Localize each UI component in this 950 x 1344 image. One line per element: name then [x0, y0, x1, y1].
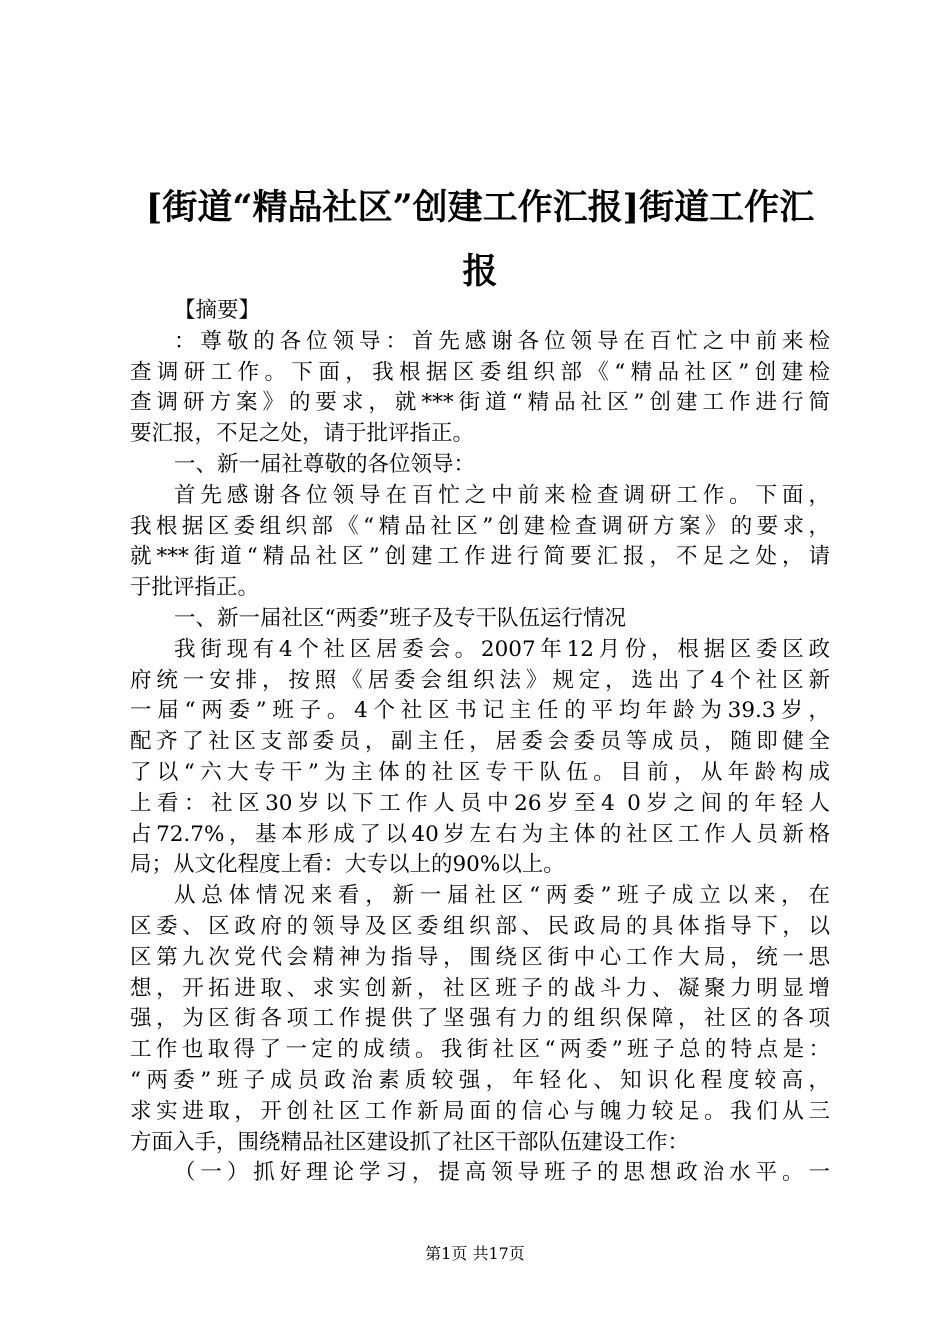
body-line: 配齐了社区支部委员，副主任，居委会委员等成员，随即健全: [130, 729, 830, 755]
body-line: 区委、区政府的领导及区委组织部、民政局的具体指导下，以: [130, 913, 830, 939]
body-line: 一、新一届社尊敬的各位领导：: [174, 451, 476, 477]
body-line: 强，为区街各项工作提供了坚强有力的组织保障，社区的各项: [130, 1006, 830, 1032]
body-line: 求实进取，开创社区工作新局面的信心与魄力较足。我们从三: [130, 1098, 830, 1124]
body-line: 就***街道“精品社区”创建工作进行简要汇报，不足之处，请: [130, 544, 830, 570]
body-line: 区第九次党代会精神为指导，围绕区街中心工作大局，统一思: [130, 944, 830, 970]
body-line: 【摘要】: [174, 298, 261, 323]
body-line: 首先感谢各位领导在百忙之中前来检查调研工作。下面，: [174, 482, 830, 508]
body-line: 要汇报，不足之处，请于批评指正。: [130, 421, 475, 447]
body-line: （一）抓好理论学习，提高领导班子的思想政治水平。一: [174, 1160, 830, 1186]
body-line: 从总体情况来看，新一届社区“两委”班子成立以来，在: [174, 883, 830, 909]
body-line: 一届“两委”班子。4个社区书记主任的平均年龄为39.3岁，: [130, 698, 830, 724]
body-line: 工作也取得了一定的成绩。我街社区“两委”班子总的特点是：: [130, 1037, 830, 1063]
body-line: 占72.7%，基本形成了以40岁左右为主体的社区工作人员新格: [130, 821, 830, 847]
body-line: 局；从文化程度上看：大专以上的90%以上。: [130, 852, 565, 878]
body-line: 查调研方案》的要求，就***街道“精品社区”创建工作进行简: [130, 390, 830, 416]
body-line: ：尊敬的各位领导：首先感谢各位领导在百忙之中前来检: [174, 328, 830, 354]
body-line: 查调研工作。下面，我根据区委组织部《“精品社区”创建检: [130, 359, 830, 385]
body-line: 上看：社区30岁以下工作人员中26岁至4 0岁之间的年轻人: [130, 790, 830, 816]
document-body: [130, 296, 830, 1189]
page-footer: 第1页 共17页: [425, 1244, 525, 1263]
body-line: 我根据区委组织部《“精品社区”创建检查调研方案》的要求，: [130, 513, 830, 539]
body-line: 一、新一届社区“两委”班子及专干队伍运行情况: [174, 605, 626, 631]
body-line: 方面入手，围绕精品社区建设抓了社区干部队伍建设工作：: [130, 1129, 690, 1155]
body-line: 我街现有4个社区居委会。2007年12月份，根据区委区政: [174, 636, 830, 662]
title-line-1: [街道“精品社区”创建工作汇报]街道工作汇: [145, 187, 815, 228]
body-line: 了以“六大专干”为主体的社区专干队伍。目前，从年龄构成: [130, 759, 830, 785]
body-line: 府统一安排，按照《居委会组织法》规定，选出了4个社区新: [130, 667, 830, 693]
body-line: 想，开拓进取、求实创新，社区班子的战斗力、凝聚力明显增: [130, 975, 830, 1001]
body-line: “两委”班子成员政治素质较强，年轻化、知识化程度较高，: [130, 1067, 830, 1093]
document-title: [100, 176, 860, 304]
title-line-2: 报: [462, 251, 498, 292]
body-line: 于批评指正。: [130, 575, 260, 601]
